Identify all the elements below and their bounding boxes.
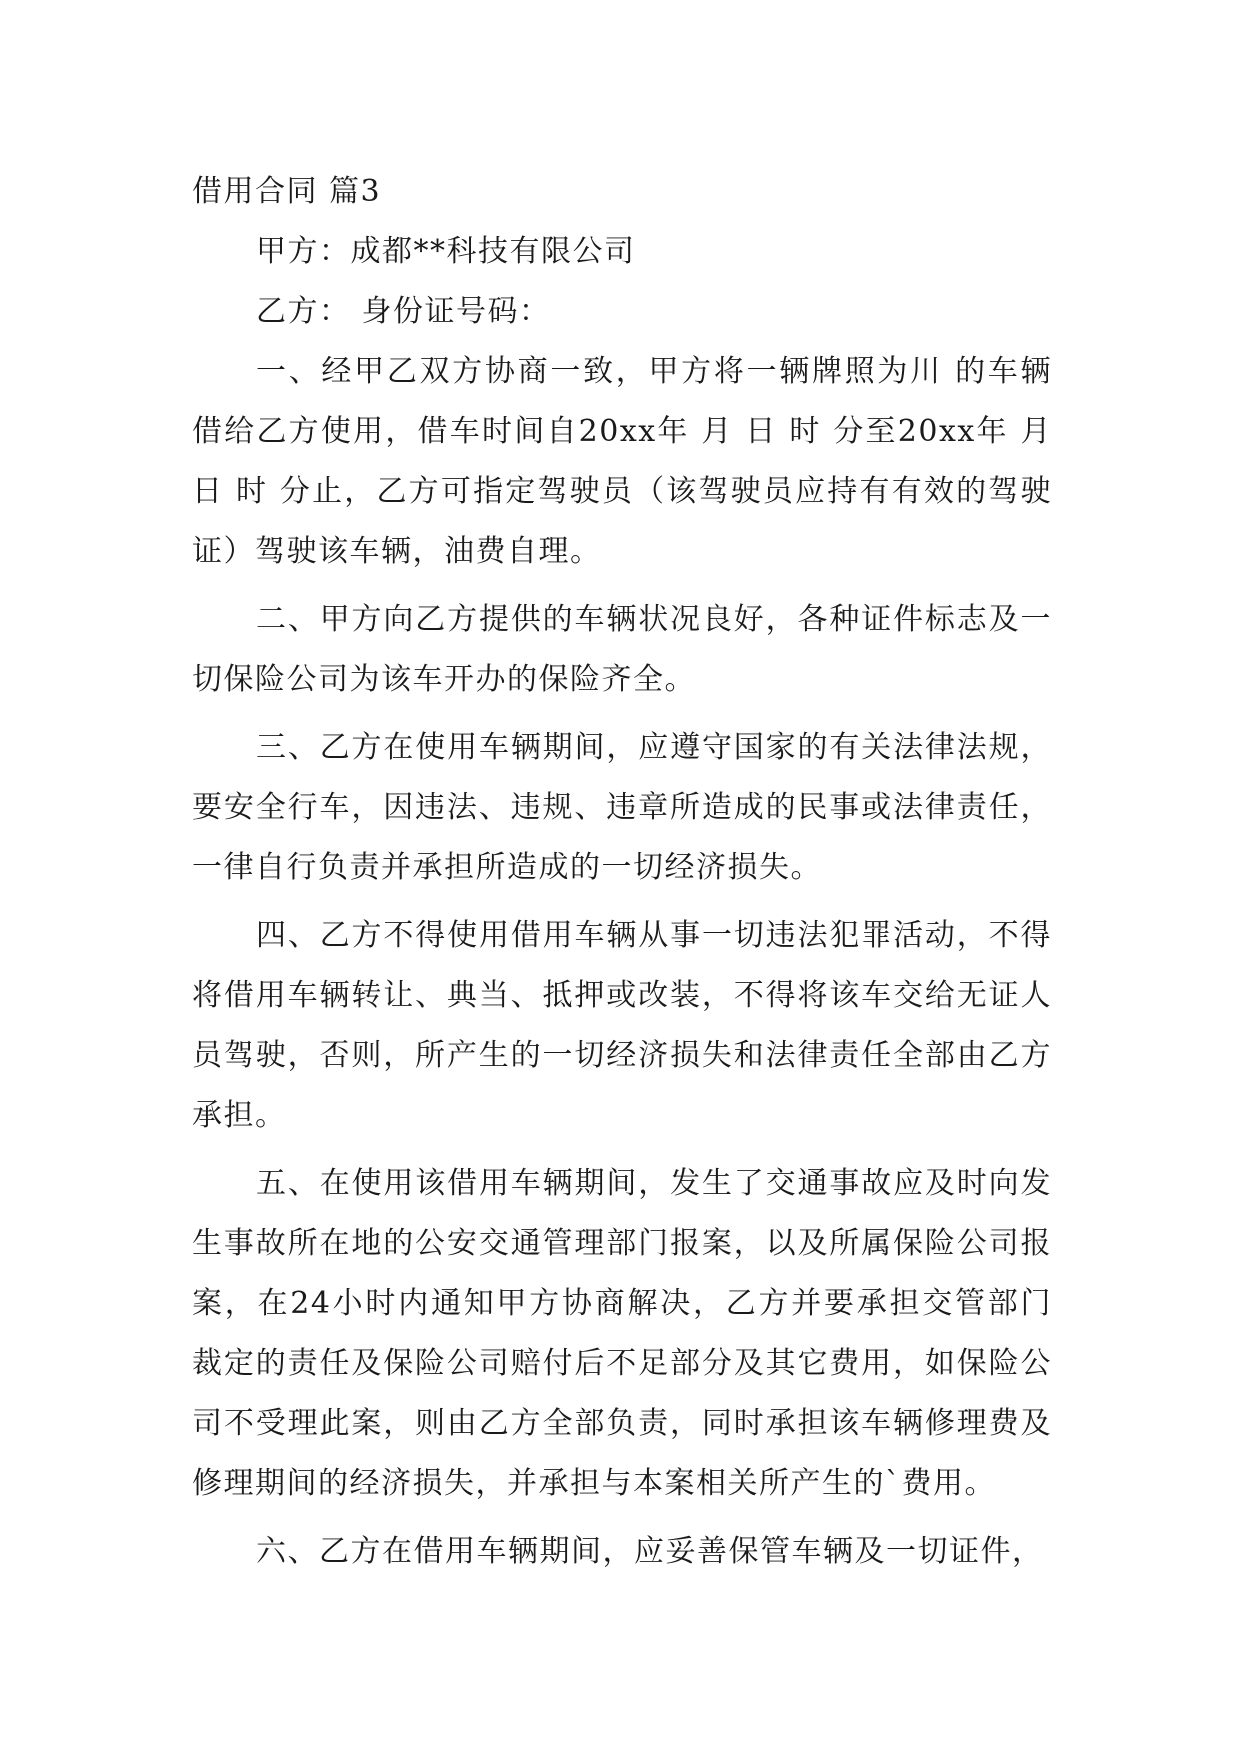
- clause-4: 四、乙方不得使用借用车辆从事一切违法犯罪活动，不得将借用车辆转让、典当、抵押或改装，不得将该车交给无证人员驾驶，否则，所产生的一切经济损失和法律责任全部由乙方承担。: [192, 918, 1052, 1133]
- clause-3: 三、乙方在使用车辆期间，应遵守国家的有关法律法规，要安全行车，因违法、违规、违章所造成的民事或法律责任，一律自行负责并承担所造成的一切经济损失。: [192, 730, 1052, 885]
- clause-5: 五、在使用该借用车辆期间，发生了交通事故应及时向发生事故所在地的公安交通管理部门报案，以及所属保险公司报案，在24小时内通知甲方协商解决，乙方并要承担交管部门裁定的责任及保险公司赔付后不足部分及其它费用，如保险公司不受理此案，则由乙方全部负责，同时承担该车辆修理费及修理期间的经济损失，并承担与本案相关所产生的`费用。: [192, 1166, 1052, 1501]
- clause-1: 一、经甲乙双方协商一致，甲方将一辆牌照为川 的车辆借给乙方使用，借车时间自20xx年 月 日 时 分至20xx年 月 日 时 分止，乙方可指定驾驶员（该驾驶员应持有有效的驾驶证）驾驶该车辆，油费自理。: [192, 354, 1052, 569]
- document-body: [192, 162, 1052, 1590]
- clause-6: 六、乙方在借用车辆期间，应妥善保管车辆及一切证件，: [256, 1534, 1044, 1569]
- party-a-line: 甲方：成都**科技有限公司: [256, 234, 636, 269]
- clause-2: 二、甲方向乙方提供的车辆状况良好，各种证件标志及一切保险公司为该车开办的保险齐全。: [192, 602, 1052, 697]
- party-b-line: 乙方： 身份证号码：: [256, 294, 551, 329]
- document-title: 借用合同 篇3: [192, 174, 382, 209]
